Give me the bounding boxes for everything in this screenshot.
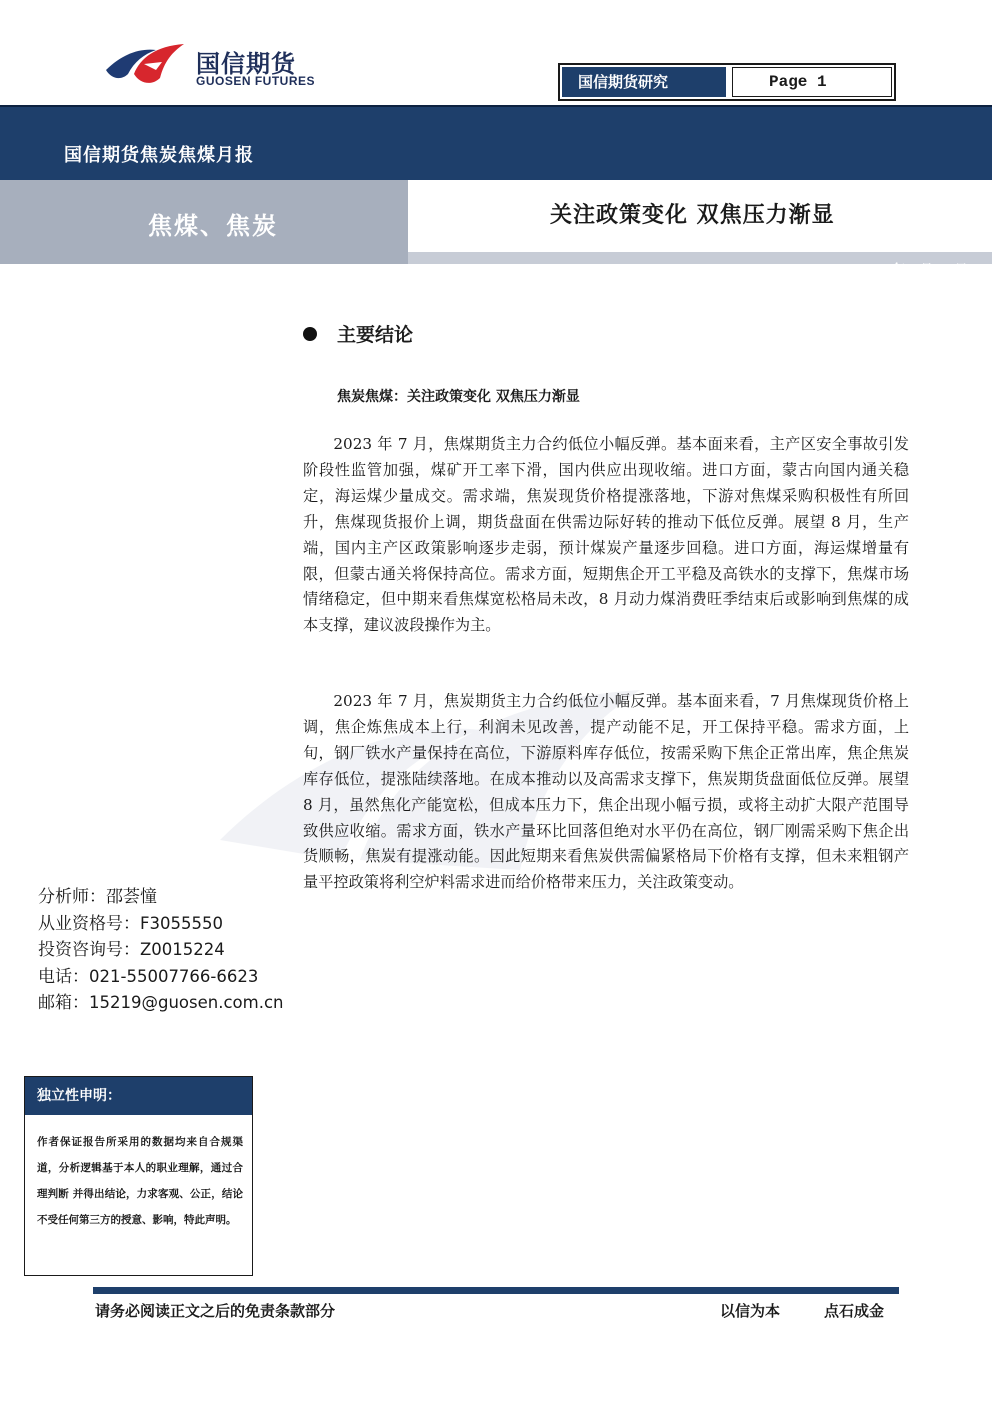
research-label: 国信期货研究: [562, 67, 726, 97]
analyst-name: 邵荟憧: [106, 887, 157, 907]
cert-number: F3055550: [140, 913, 223, 933]
headline-block: [408, 180, 992, 252]
advice-row: 投资咨询号：Z0015224: [38, 940, 225, 960]
footer-motto-2: 点石成金: [824, 1302, 885, 1320]
footer-divider: [93, 1287, 899, 1294]
research-tag: [558, 63, 896, 101]
company-logo: [104, 40, 364, 90]
report-type: 国信期货焦炭焦煤月报: [64, 145, 254, 166]
bullet-icon: [303, 327, 317, 341]
phone-number: 021-55007766-6623: [89, 966, 259, 986]
report-date: 2023 年 7 月 30 日: [860, 262, 968, 277]
email-row: 邮箱：15219@guosen.com.cn: [38, 993, 284, 1013]
category-block: [0, 180, 408, 264]
conclusion-subheading: 焦炭焦煤：关注政策变化 双焦压力渐显: [337, 389, 580, 405]
category-label: 焦煤、焦炭: [148, 211, 278, 240]
independence-body: 作者保证报告所采用的数据均来自合规渠道，分析逻辑基于本人的职业理解，通过合理判断 并得出结论，力求客观、公正，结论不受任何第三方的授意、影响，特此声明。: [37, 1136, 243, 1226]
page-number: Page 1: [732, 67, 892, 97]
paragraph-coking-coal: 2023 年 7 月，焦煤期货主力合约低位小幅反弹。基本面来看，主产区安全事故引发阶段性监管加强，煤矿开工率下滑，国内供应出现收缩。进口方面，蒙古向国内通关稳定，海运煤少量成交。需求端，焦炭现货价格提涨落地，下游对焦煤采购积极性有所回升，焦煤现货报价上调，期货盘面在供需边际好转的推动下低位反弹。展望 8 月，生产端，国内主产区政策影响逐步走弱，预计煤炭产量逐步回稳。进口方面，海运煤增量有限，但蒙古通关将保持高位。需求方面，短期焦企开工平稳及高铁水的支撑下，焦煤市场情绪稳定，但中期来看焦煤宽松格局未改，8 月动力煤消费旺季结束后或影响到焦煤的成本支撑，建议波段操作为主。: [303, 435, 909, 635]
analyst-name-row: 分析师：邵荟憧: [38, 887, 157, 907]
independence-title: 独立性申明：: [25, 1077, 252, 1115]
footer-disclaimer: 请务必阅读正文之后的免责条款部分: [95, 1302, 336, 1320]
logo-text-en: GUOSEN FUTURES: [196, 74, 316, 88]
footer-motto-1: 以信为本: [720, 1302, 781, 1320]
logo-text-cn: 国信期货: [196, 50, 296, 78]
title-band: [0, 180, 992, 277]
section-title: 主要结论: [337, 324, 414, 346]
independence-box: [24, 1076, 253, 1276]
email-address: 15219@guosen.com.cn: [89, 993, 284, 1012]
report-headline: 关注政策变化 双焦压力渐显: [550, 202, 835, 228]
phone-row: 电话：021-55007766-6623: [38, 966, 259, 987]
paragraph-coke: 2023 年 7 月，焦炭期货主力合约低位小幅反弹。基本面来看，7 月焦煤现货价格上调，焦企炼焦成本上行，利润未见改善，提产动能不足，开工保持平稳。需求方面，上旬，钢厂铁水产量保持在高位，下游原料库存低位，按需采购下焦企正常出库，焦企焦炭库存低位，提涨陆续落地。在成本推动以及高需求支撑下，焦炭期货盘面低位反弹。展望 8 月，虽然焦化产能宽松，但成本压力下，焦企出现小幅亏损，或将主动扩大限产范围导致供应收缩。需求方面，铁水产量环比回落但绝对水平仍在高位，钢厂刚需采购下焦企出货顺畅，焦炭有提涨动能。因此短期来看焦炭供需偏紧格局下价格有支撑，但未来粗钢产量平控政策将利空炉料需求进而给价格带来压力，关注政策变动。: [303, 692, 909, 892]
cert-row: 从业资格号：F3055550: [38, 913, 223, 934]
advice-number: Z0015224: [140, 940, 225, 959]
header-band: [0, 105, 992, 180]
logo-mark-icon: [104, 40, 190, 90]
analyst-info: [38, 884, 283, 1017]
